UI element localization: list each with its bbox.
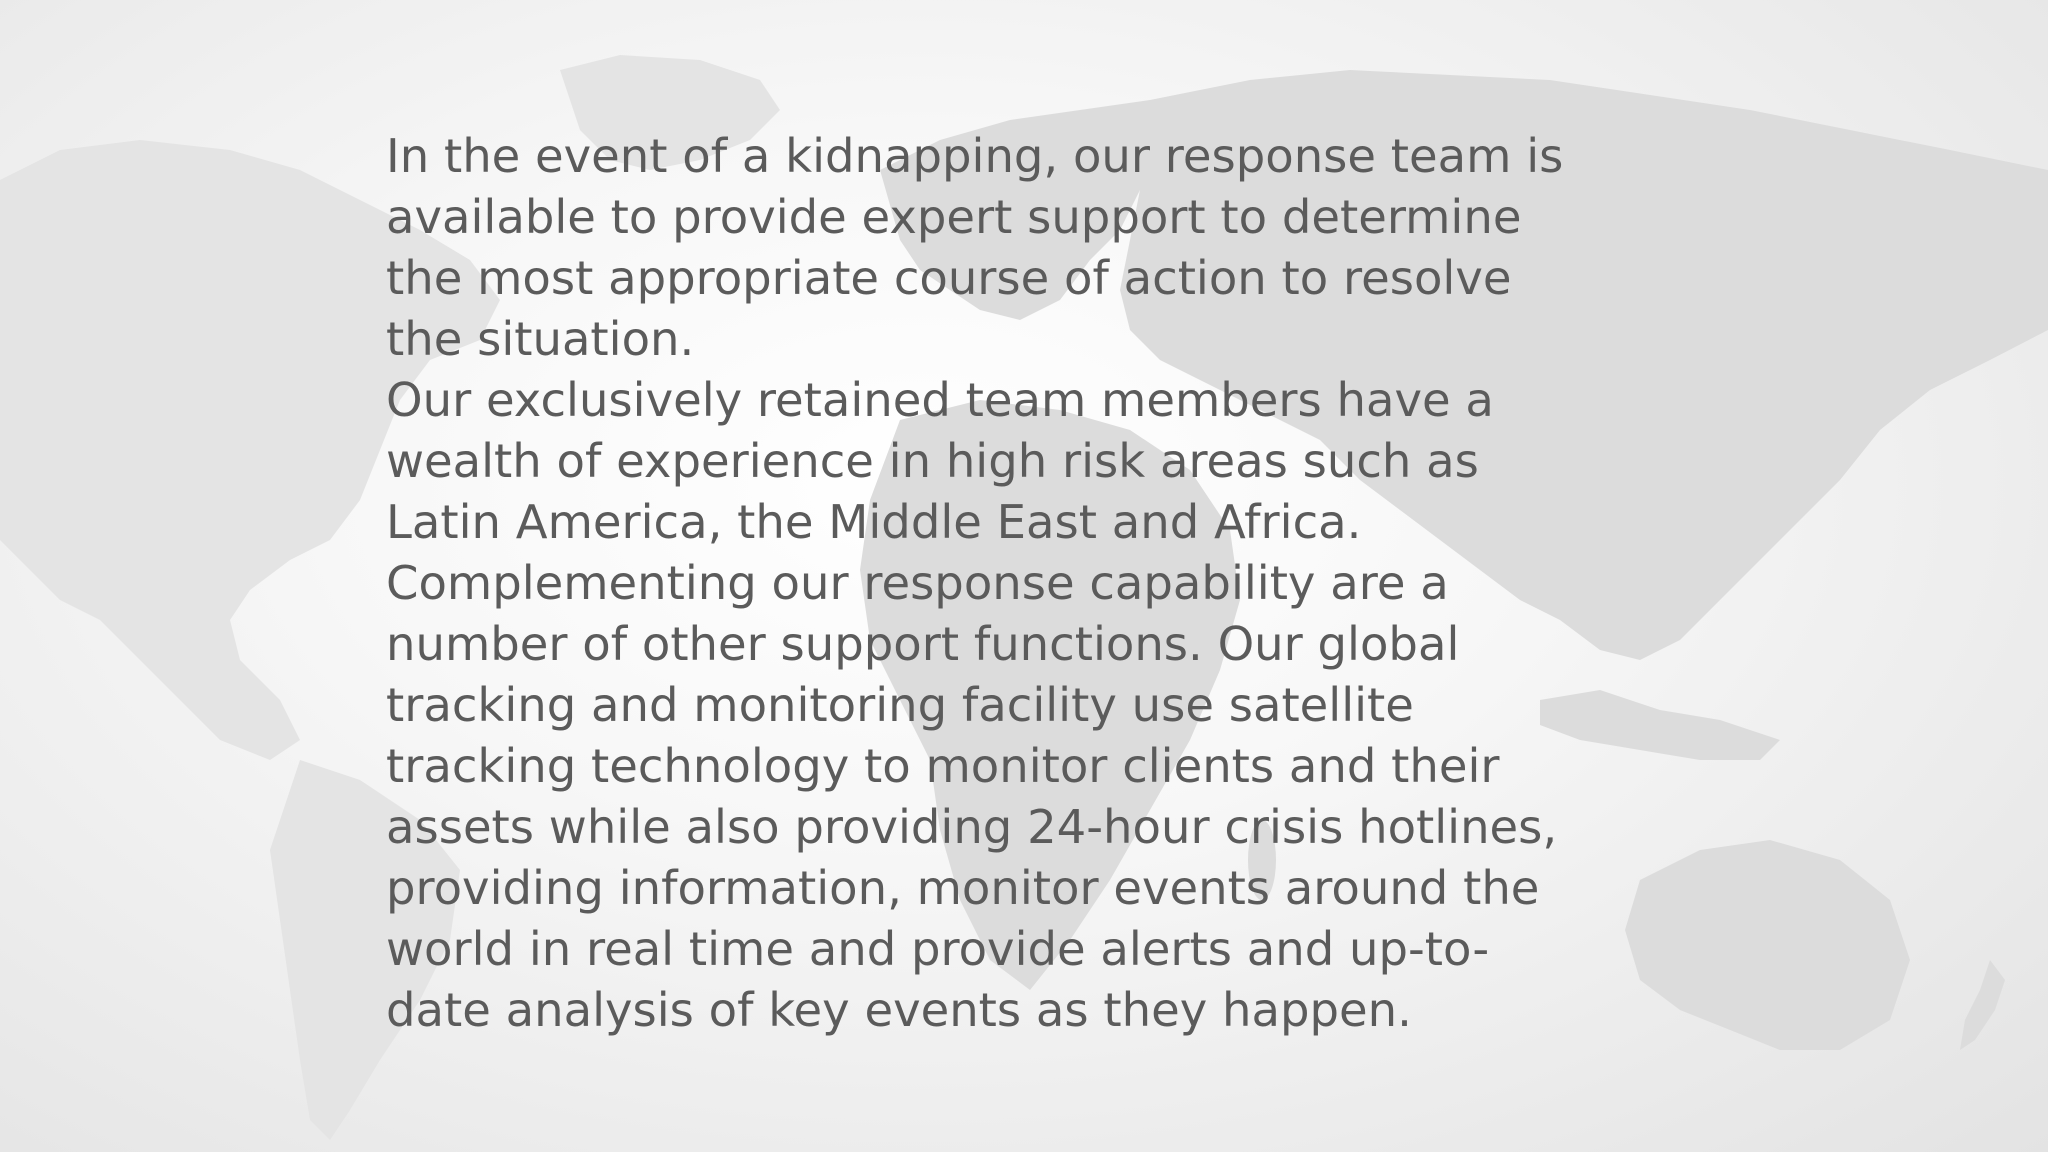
body-text-line: Complementing our response capability are a (386, 556, 1449, 610)
body-text-line: In the event of a kidnapping, our response team is (386, 129, 1564, 183)
body-text-line: Latin America, the Middle East and Africa. (386, 495, 1362, 549)
body-text-line: tracking technology to monitor clients and their (386, 739, 1500, 793)
body-text-line: date analysis of key events as they happen. (386, 983, 1412, 1037)
body-text-line: available to provide expert support to determine (386, 190, 1522, 244)
body-text-line: number of other support functions. Our global (386, 617, 1460, 671)
body-text-line: world in real time and provide alerts and up-to- (386, 922, 1490, 976)
body-text-line: providing information, monitor events around the (386, 861, 1540, 915)
body-text-line: tracking and monitoring facility use satellite (386, 678, 1414, 732)
body-text-line: Our exclusively retained team members have a (386, 373, 1494, 427)
body-text-line: the situation. (386, 312, 695, 366)
body-text-line: wealth of experience in high risk areas such as (386, 434, 1479, 488)
body-text-line: the most appropriate course of action to resolve (386, 251, 1512, 305)
body-text-line: assets while also providing 24-hour crisis hotlines, (386, 800, 1558, 854)
slide-body-text (386, 126, 1576, 1041)
